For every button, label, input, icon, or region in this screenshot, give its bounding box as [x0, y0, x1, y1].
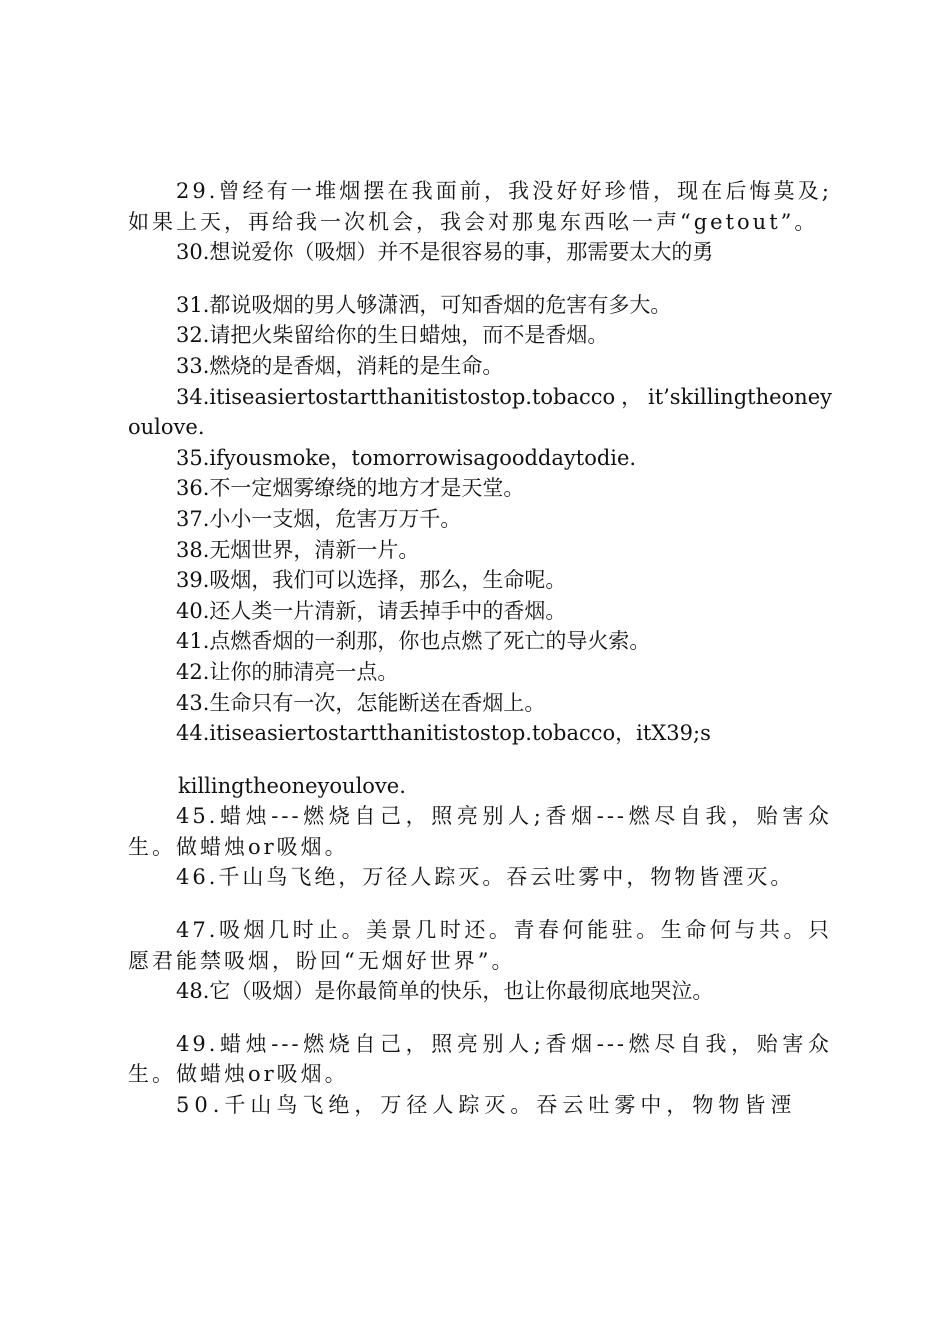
list-item [128, 443, 832, 474]
item-text: 曾经有一堆烟摆在我面前，我没好好珍惜，现在后悔莫及;如果上天，再给我一次机会，我会对那鬼东西吆一声“getout”。 [128, 179, 832, 234]
item-text: 千山鸟飞绝，万径人踪灭。吞云吐雾中，物物皆湮 [224, 1093, 797, 1118]
item-text: 让你的肺清亮一点。 [209, 659, 399, 684]
item-text: 无烟世界，清新一片。 [209, 537, 420, 562]
list-item [128, 237, 832, 268]
list-item-continuation [128, 771, 832, 802]
item-number: 39. [176, 568, 210, 593]
item-number: 32. [176, 323, 210, 348]
item-number: 38. [176, 537, 210, 562]
item-number: 49. [176, 1031, 219, 1056]
item-text: 想说爱你（吸烟）并不是很容易的事，那需要太大的勇 [209, 240, 714, 265]
list-item [128, 915, 832, 976]
paragraph-gap [128, 268, 832, 290]
item-text: 燃烧的是香烟，消耗的是生命。 [209, 353, 504, 378]
list-item [128, 688, 832, 719]
item-text: 小小一支烟，危害万万千。 [209, 506, 462, 531]
item-number: 45. [176, 804, 219, 829]
item-text: 不一定烟雾缭绕的地方才是天堂。 [209, 476, 525, 501]
list-item [128, 473, 832, 504]
item-text: 都说吸烟的男人够潇洒，可知香烟的危害有多大。 [209, 292, 672, 317]
paragraph-gap [128, 1007, 832, 1029]
item-number: 47. [176, 918, 219, 943]
item-text: killingtheoneyoulove. [178, 773, 406, 798]
list-item [128, 535, 832, 566]
paragraph-gap [128, 749, 832, 771]
list-item [128, 626, 832, 657]
list-item [128, 976, 832, 1007]
item-number: 29. [176, 179, 219, 203]
document-body [128, 176, 832, 1121]
item-number: 35. [176, 445, 210, 470]
item-text: ifyousmoke，tomorrowisagooddaytodie. [209, 445, 637, 470]
item-text: 它（吸烟）是你最简单的快乐，也让你最彻底地哭泣。 [209, 979, 714, 1004]
item-text: itiseasiertostartthanitistostop.tobacco，itX39;s [209, 721, 711, 746]
item-text: 点燃香烟的一刹那，你也点燃了死亡的导火索。 [209, 629, 651, 654]
item-number: 48. [176, 979, 210, 1004]
item-text: 蜡烛---燃烧自己，照亮别人;香烟---燃尽自我，贻害众生。做蜡烛or吸烟。 [128, 804, 832, 859]
item-number: 41. [176, 629, 210, 654]
item-text: 吸烟几时止。美景几时还。青春何能驻。生命何与共。只愿君能禁吸烟，盼回“无烟好世界”。 [128, 918, 832, 973]
paragraph-gap [128, 893, 832, 915]
list-item [128, 801, 832, 862]
list-item [128, 862, 832, 893]
item-text: 吸烟，我们可以选择，那么，生命呢。 [209, 568, 567, 593]
list-item [128, 382, 832, 443]
item-number: 37. [176, 506, 210, 531]
item-text: 千山鸟飞绝，万径人踪灭。吞云吐雾中，物物皆湮灭。 [218, 865, 795, 890]
list-item [128, 596, 832, 627]
item-text: itiseasiertostartthanitistostop.tobacco，it’skillingtheoneyoulove. [128, 384, 832, 440]
list-item [128, 565, 832, 596]
item-number: 50. [176, 1093, 225, 1118]
item-number: 46. [176, 865, 219, 890]
list-item [128, 351, 832, 382]
item-text: 请把火柴留给你的生日蜡烛，而不是香烟。 [209, 323, 609, 348]
list-item [128, 176, 832, 237]
item-number: 40. [176, 598, 210, 623]
item-text: 还人类一片清新，请丢掉手中的香烟。 [209, 598, 567, 623]
item-number: 44. [176, 721, 210, 746]
list-item [128, 657, 832, 688]
list-item [128, 504, 832, 535]
item-number: 34. [176, 384, 210, 409]
list-item [128, 1029, 832, 1090]
item-number: 33. [176, 353, 210, 378]
list-item [128, 718, 832, 749]
item-number: 43. [176, 690, 210, 715]
item-number: 36. [176, 476, 210, 501]
item-text: 生命只有一次，怎能断送在香烟上。 [209, 690, 546, 715]
item-number: 42. [176, 659, 210, 684]
item-text: 蜡烛---燃烧自己，照亮别人;香烟---燃尽自我，贻害众生。做蜡烛or吸烟。 [128, 1031, 832, 1087]
list-item [128, 1090, 832, 1121]
list-item [128, 290, 832, 321]
list-item [128, 320, 832, 351]
item-number: 31. [176, 292, 210, 317]
item-number: 30. [176, 240, 210, 265]
